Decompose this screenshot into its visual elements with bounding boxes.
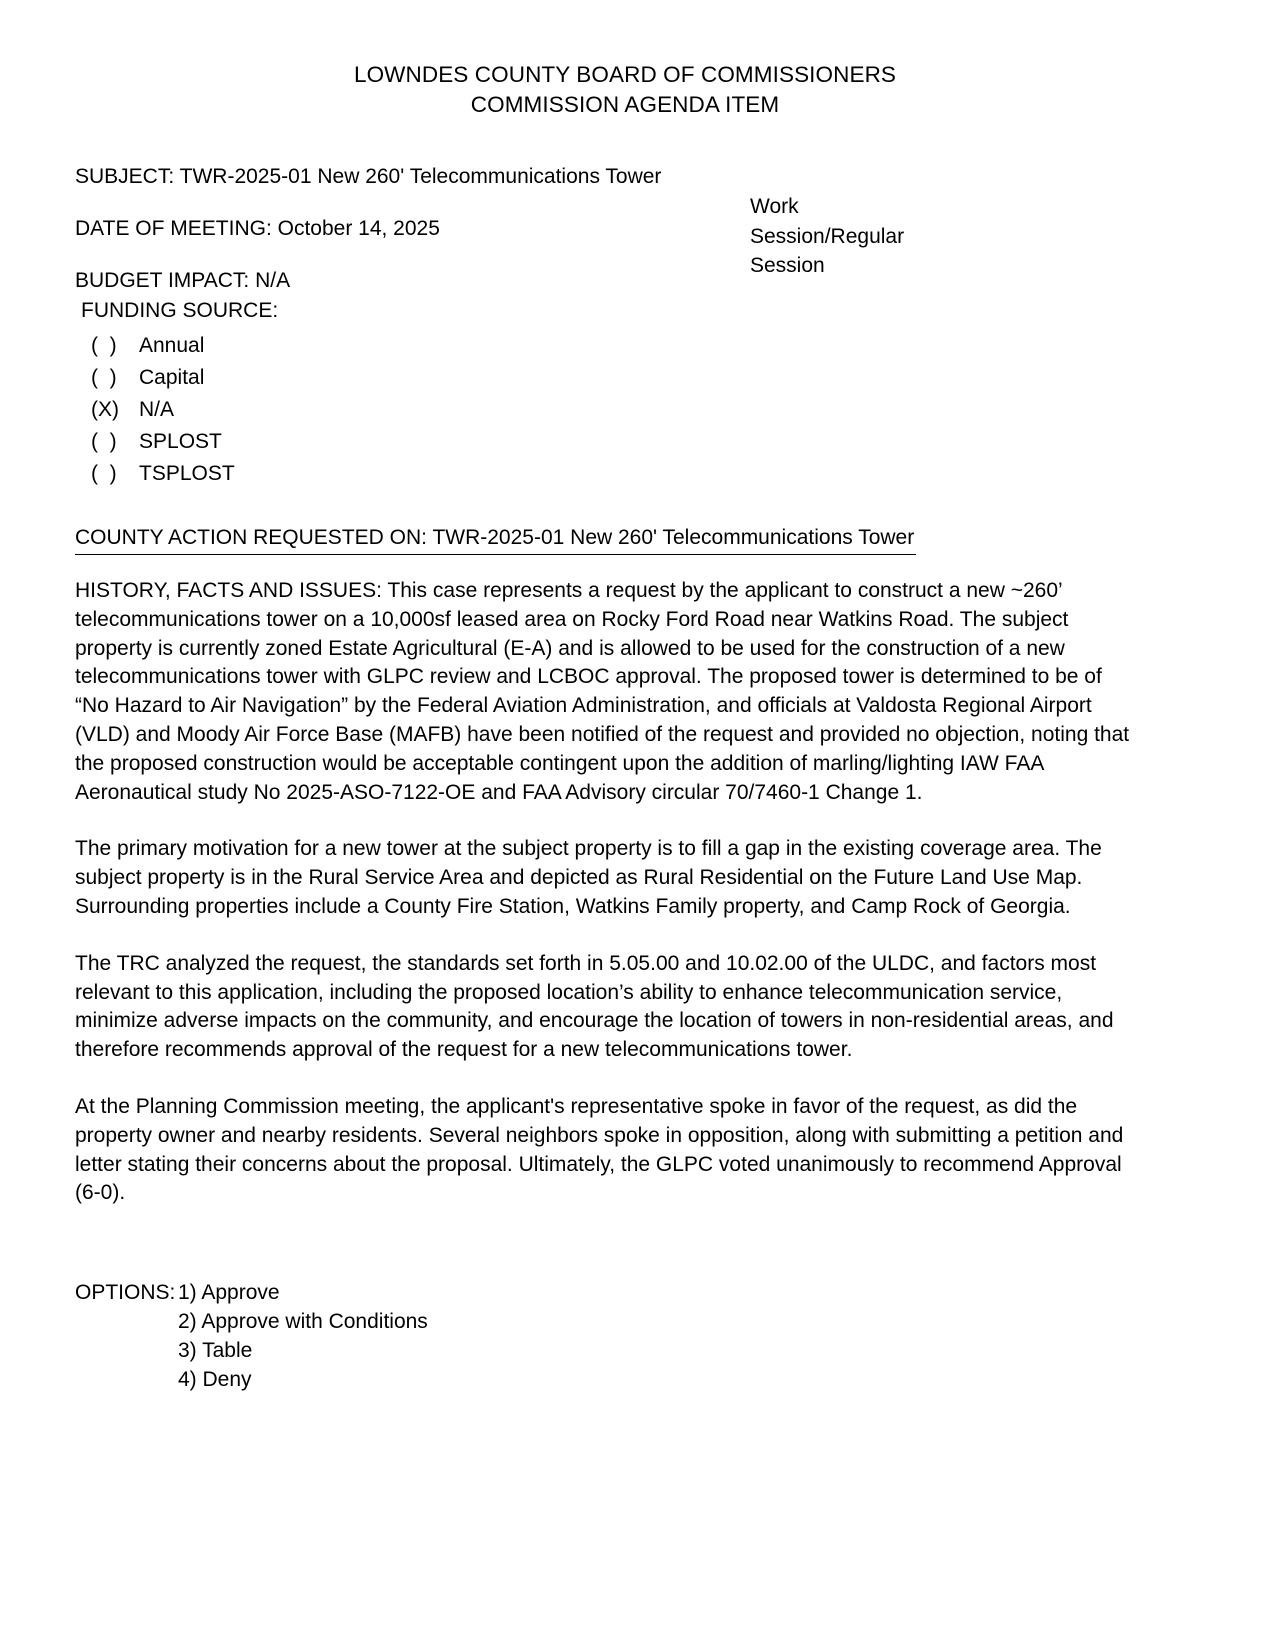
header-line-1: LOWNDES COUNTY BOARD OF COMMISSIONERS (353, 62, 897, 87)
date-of-meeting-line: DATE OF MEETING: October 14, 2025 (75, 217, 440, 240)
session-line-2: Session/Regular (750, 224, 905, 248)
checkbox-tsplost[interactable]: ( ) (91, 462, 117, 485)
funding-label-na: N/A (139, 398, 175, 421)
primary-motivation-paragraph: The primary motivation for a new tower at the subject property is to fill a gap in the existing coverage area. The subject property is in the Rural Service Area and depicted as Rural Residential on the Future Land Use Map. Surrounding properties include a County Fire Station, Watkins Family property, and Camp Rock of Georgia. (75, 837, 1102, 918)
funding-label-annual: Annual (139, 334, 205, 357)
session-line-1: Work (750, 195, 799, 218)
options-section (75, 1278, 1175, 1394)
budget-impact-line: BUDGET IMPACT: N/A (75, 269, 291, 292)
planning-commission-paragraph: At the Planning Commission meeting, the applicant's representative spoke in favor of the request, as did the property owner and nearby residents. Several neighbors spoke in opposition, along with submitting a petition and letter stating their concerns about the proposal. Ultimately, the GLPC voted unanimously to recommend Approval (6-0). (75, 1094, 1124, 1205)
funding-option-annual[interactable] (75, 330, 1175, 362)
funding-source-list (75, 330, 1175, 490)
checkbox-na[interactable]: (X) (91, 398, 119, 421)
document-header (75, 60, 1175, 120)
options-label: OPTIONS: (75, 1281, 176, 1305)
session-type-block (750, 192, 1000, 281)
options-list (178, 1278, 428, 1394)
funding-option-tsplost[interactable] (75, 458, 1175, 490)
option-item-deny[interactable]: 4) Deny (178, 1368, 252, 1392)
session-line-3: Session (750, 254, 825, 277)
option-item-approve[interactable]: 1) Approve (178, 1281, 280, 1305)
funding-label-capital: Capital (139, 366, 205, 389)
checkbox-capital[interactable]: ( ) (91, 366, 117, 389)
subject-line: SUBJECT: TWR-2025-01 New 260' Telecommunications Tower (75, 165, 662, 188)
meta-section (75, 162, 1175, 277)
option-item-approve-with-conditions[interactable]: 2) Approve with Conditions (178, 1310, 428, 1334)
county-action-line: COUNTY ACTION REQUESTED ON: TWR-2025-01 New 260' Telecommunications Tower (75, 526, 915, 549)
county-action-underlined-block (75, 524, 916, 555)
header-line-2: COMMISSION AGENDA ITEM (470, 92, 780, 117)
option-item-table[interactable]: 3) Table (178, 1339, 253, 1363)
funding-option-na[interactable] (75, 394, 1175, 426)
checkbox-annual[interactable]: ( ) (91, 334, 117, 357)
trc-analysis-paragraph: The TRC analyzed the request, the standards set forth in 5.05.00 and 10.02.00 of the ULDC, and factors most relevant to this application, including the proposed location’s ability to enhance telecommunication service, minimize adverse impacts on the community, and encourage the location of towers in non-residential areas, and therefore recommends approval of the request for a new telecommunications tower. (75, 951, 1114, 1062)
funding-label-tsplost: TSPLOST (139, 462, 235, 485)
funding-option-capital[interactable] (75, 362, 1175, 394)
history-facts-issues-paragraph: HISTORY, FACTS AND ISSUES: This case represents a request by the applicant to construct a new ~260’ telecommunications tower on a 10,000sf leased area on Rocky Ford Road near Watkins Road. The subject property is currently zoned Estate Agricultural (E-A) and is allowed to be used for the construction of a new telecommunications tower with GLPC review and LCBOC approval. The proposed tower is determined to be of “No Hazard to Air Navigation” by the Federal Aviation Administration, and officials at Valdosta Regional Airport (VLD) and Moody Air Force Base (MAFB) have been notified of the request and provided no objection, noting that the proposed construction would be acceptable contingent upon the addition of marling/lighting IAW FAA Aeronautical study No 2025-ASO-7122-OE and FAA Advisory circular 70/7460-1 Change 1. (75, 579, 1130, 804)
funding-label-splost: SPLOST (139, 430, 222, 453)
funding-option-splost[interactable] (75, 426, 1175, 458)
funding-source-label: FUNDING SOURCE: (81, 299, 279, 322)
checkbox-splost[interactable]: ( ) (91, 430, 117, 453)
